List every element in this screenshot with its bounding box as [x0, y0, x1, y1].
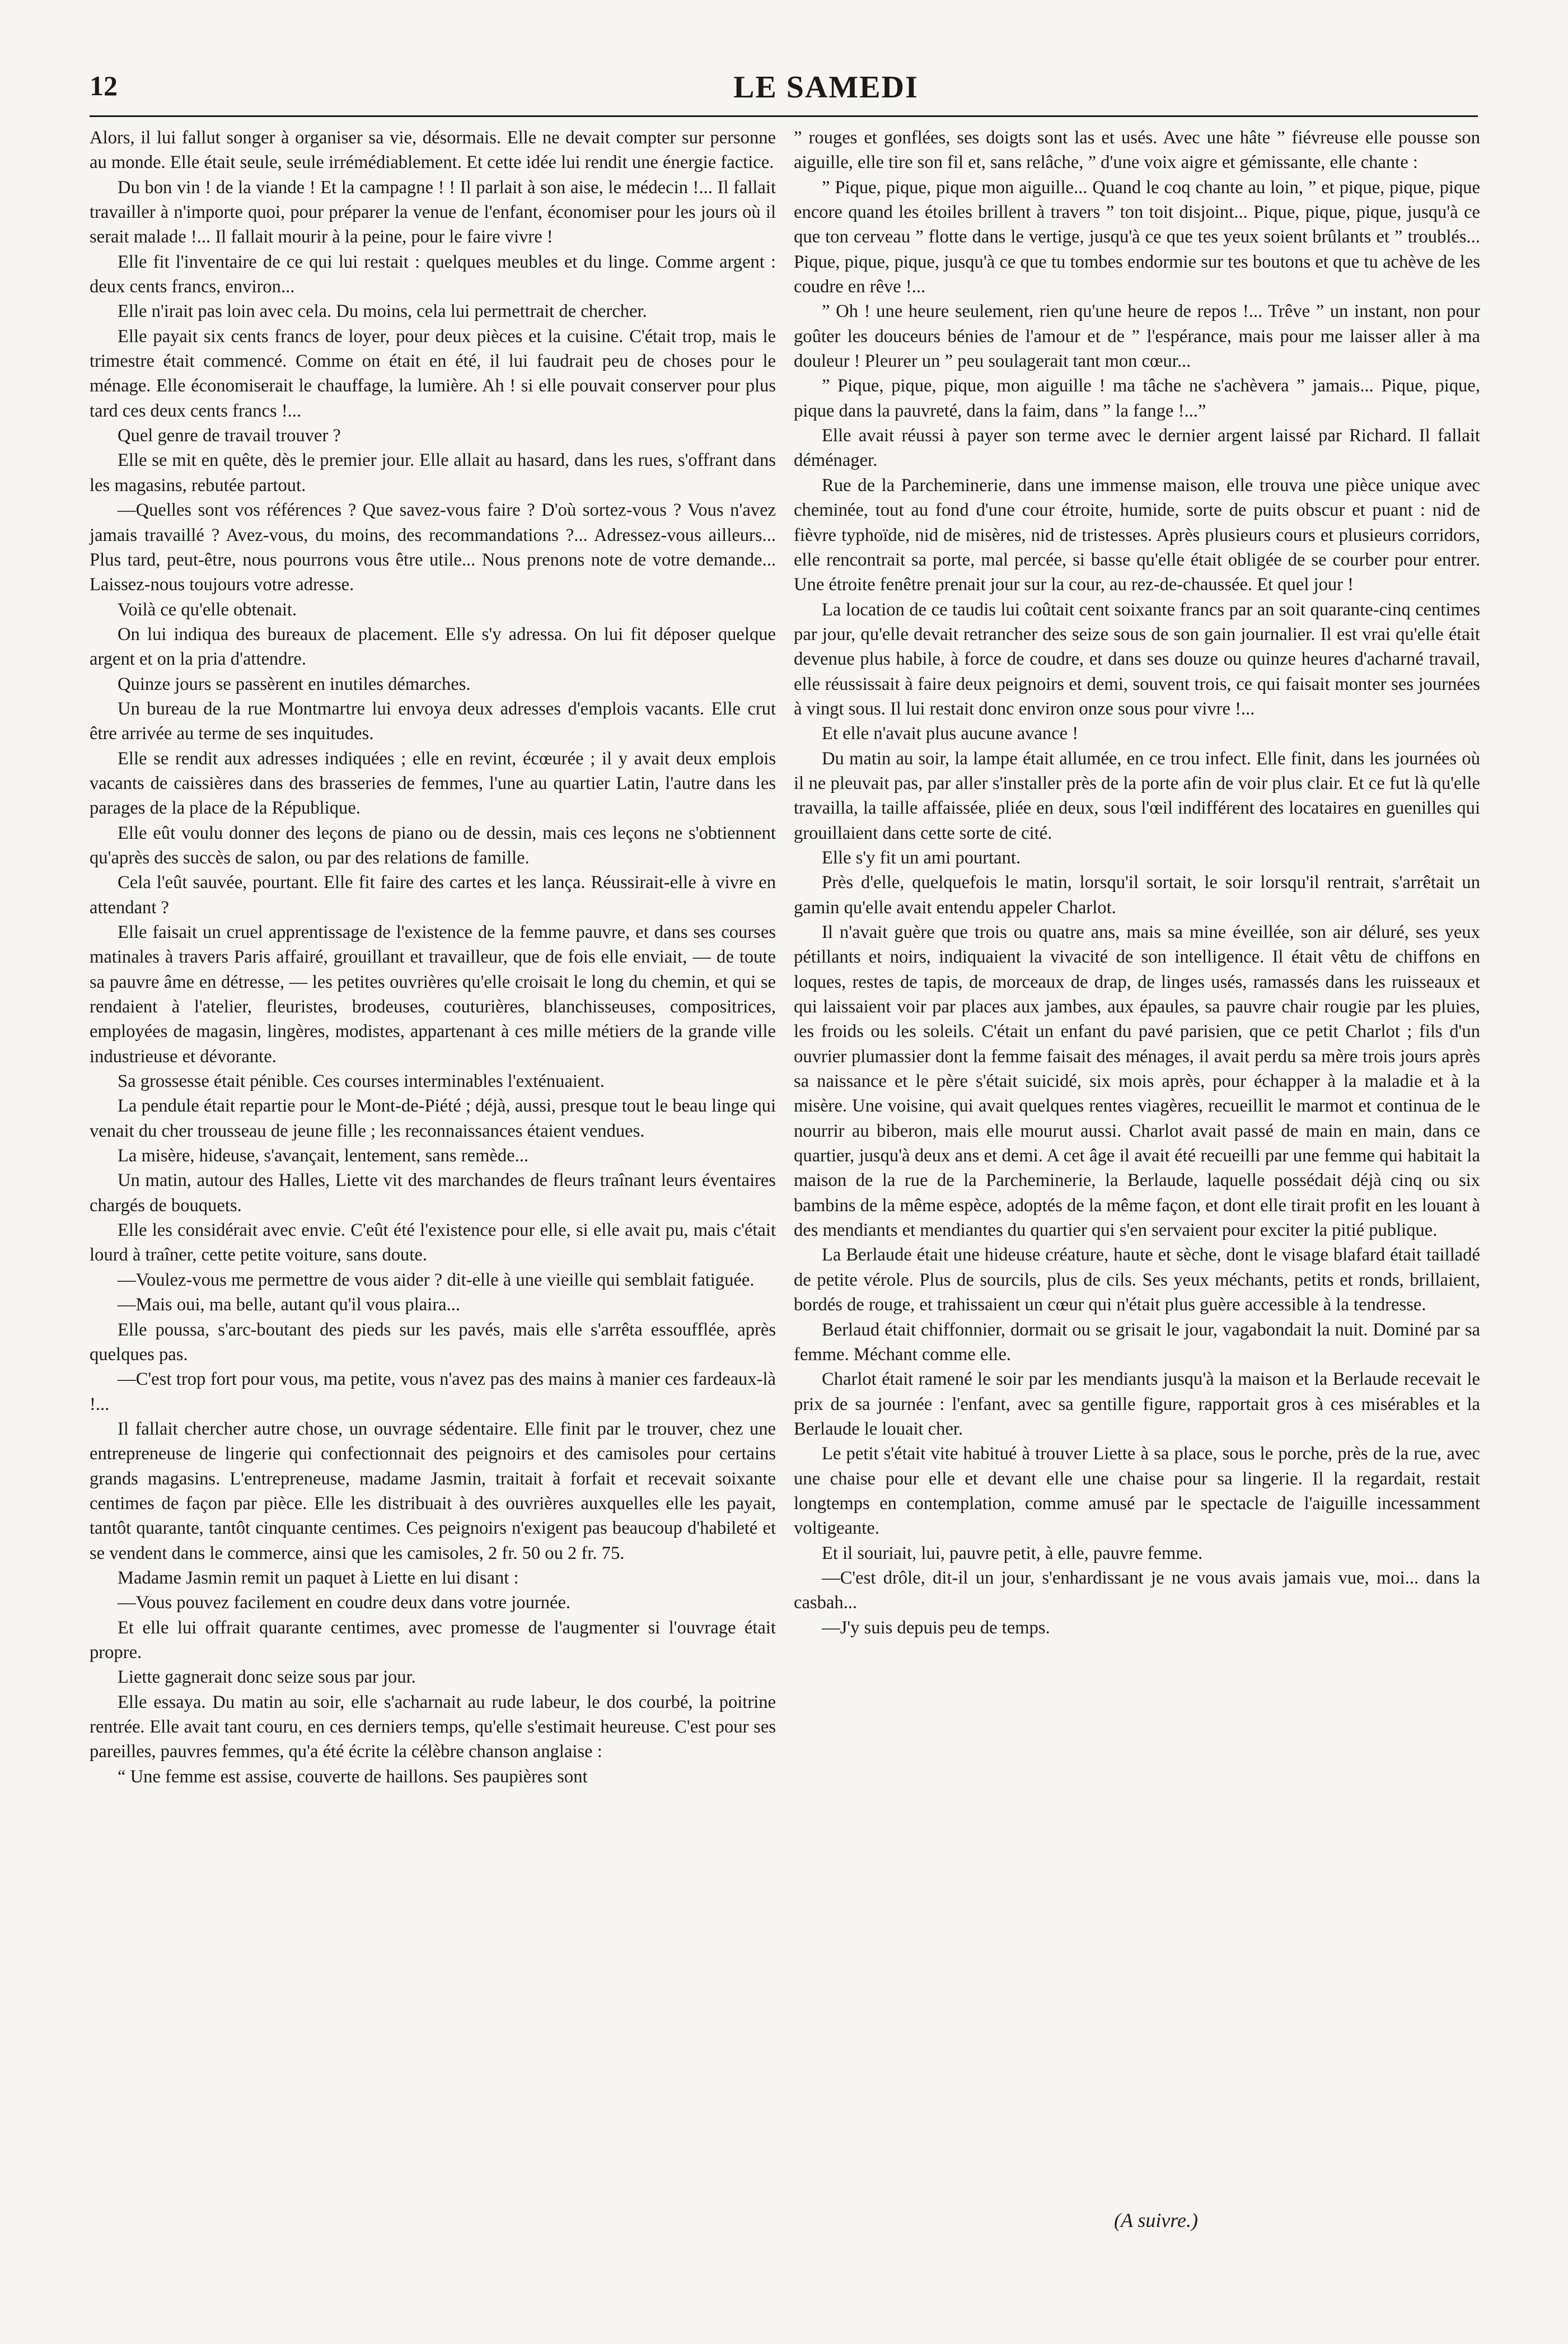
paragraph: —J'y suis depuis peu de temps. [822, 1617, 1050, 1638]
journal-title: LE SAMEDI [733, 70, 919, 105]
paragraph: Et elle n'avait plus aucune avance ! [822, 723, 1079, 744]
paragraph: Elle essaya. Du matin au soir, elle s'acharnait au rude labeur, le dos courbé, la poitrine rentrée. Elle avait tant couru, en ces derniers temps, qu'elle s'estimait heureuse. C'est pour ses pareilles, pauvres femmes, qu'a été écrite la célèbre chanson anglaise : [90, 1692, 776, 1762]
paragraph: Il n'avait guère que trois ou quatre ans, mais sa mine éveillée, son air déluré, ses yeux pétillants et noirs, indiquaient la vivacité de son intelligence. Il était vêtu de chiffons en loques, restes de tapis, de morceaux de drap, de linges usés, ramassés dans les ruisseaux et qui laissaient voir par places aux jambes, aux épaules, sa pauvre chair rougie par les pluies, les froids ou les soleils. C'était un enfant du pavé parisien, que ce petit Charlot ; fils d'un ouvrier plumassier dont la femme faisait des ménages, il avait perdu sa mère trois jours après sa naissance et le père s'était suicidé, six mois après, pour échapper à la maladie et à la misère. Une voisine, qui avait quelques rentes viagères, recueillit le marmot et continua de le nourrir au biberon, mais elle mourut aussi. Charlot avait passé de main en main, dans ce quartier, jusqu'à deux ans et demi. A cet âge il avait été recueilli par une femme qui habitait la maison de la rue de la Parcheminerie, la Berlaude, laquelle possédait déjà cinq ou six bambins de la même espèce, adoptés de la même façon, et dont elle tirait profit en les louant à des mendiants et mendiantes du quartier qui s'en servaient pour exciter la pitié publique. [794, 922, 1480, 1241]
paragraph: Elle n'irait pas loin avec cela. Du moins, cela lui permettrait de chercher. [118, 301, 647, 322]
song-quote: ” Pique, pique, pique mon aiguille... Quand le coq chante au loin, ” et pique, pique, pique encore quand les étoiles brillent à travers ” ton toit disjoint... Pique, pique, pique, jusqu'à ce que ton cerveau ” flotte dans le vertige, jusqu'à ce que tes yeux soient brûlants et ” troublés... Pique, pique, pique, jusqu'à ce que tu tombes endormie sur tes boutons et que tu achève de les coudre en rêve !... [794, 177, 1480, 297]
paragraph: Elle fit l'inventaire de ce qui lui restait : quelques meubles et du linge. Comme argent : deux cents francs, environ... [90, 251, 776, 297]
to-be-continued: (A suivre.) [1114, 2209, 1198, 2231]
song-quote: ” Pique, pique, pique, mon aiguille ! ma tâche ne s'achèvera ” jamais... Pique, pique, pique dans la pauvreté, dans la faim, dans ” la fange !...” [794, 376, 1480, 421]
page-number: 12 [90, 70, 118, 101]
paragraph: Près d'elle, quelquefois le matin, lorsqu'il sortait, le soir lorsqu'il rentrait, s'arrêtait un gamin qu'elle avait entendu appeler Charlot. [794, 872, 1480, 918]
song-quote: ” Oh ! une heure seulement, rien qu'une heure de repos !... Trêve ” un instant, non pour goûter les douceurs bénies de l'amour et de ” l'espérance, mais pour me laisser aller à ma douleur ! Pleurer un ” peu soulagerait tant mon cœur... [794, 301, 1480, 372]
paragraph: Elle payait six cents francs de loyer, pour deux pièces et la cuisine. C'était trop, mais le trimestre était commencé. Comme on était en été, il lui faudrait peu de choses pour le ménage. Elle économiserait le chauffage, la lumière. Ah ! si elle pouvait conserver pour plus tard ces deux cents francs !... [90, 326, 776, 421]
paragraph: La misère, hideuse, s'avançait, lentement, sans remède... [118, 1146, 529, 1166]
paragraph: —C'est trop fort pour vous, ma petite, vous n'avez pas des mains à manier ces fardeaux-là !... [90, 1369, 776, 1414]
paragraph: Madame Jasmin remit un paquet à Liette en lui disant : [118, 1567, 519, 1588]
paragraph: —Voulez-vous me permettre de vous aider ? dit-elle à une vieille qui semblait fatiguée. [118, 1269, 755, 1290]
paragraph: La pendule était repartie pour le Mont-de-Piété ; déjà, aussi, presque tout le beau linge qui venait du cher trousseau de jeune fille ; les reconnaissances étaient vendues. [90, 1096, 776, 1141]
paragraph: Il fallait chercher autre chose, un ouvrage sédentaire. Elle finit par le trouver, chez une entrepreneuse de lingerie qui confectionnait des peignoirs et des camisoles pour certains grands magasins. L'entrepreneuse, madame Jasmin, traitait à forfait et recevait soixante centimes de façon par pièce. Elle les distribuait à des ouvrières auxquelles elle les payait, tantôt quarante, tantôt cinquante centimes. Ces peignoirs n'exigent pas beaucoup d'habileté et se vendent dans le commerce, ainsi que les camisoles, 2 fr. 50 ou 2 fr. 75. [90, 1418, 776, 1563]
paragraph: Liette gagnerait donc seize sous par jour. [118, 1667, 416, 1688]
paragraph: Elle se rendit aux adresses indiquées ; elle en revint, écœurée ; il y avait deux emplois vacants de caissières dans des brasseries de femmes, l'une au quartier Latin, l'autre dans les parages de la place de la République. [90, 748, 776, 819]
paragraph: Elle eût voulu donner des leçons de piano ou de dessin, mais ces leçons ne s'obtiennent qu'après des succès de salon, ou par des relations de famille. [90, 823, 776, 868]
paragraph: —Quelles sont vos références ? Que savez-vous faire ? D'où sortez-vous ? Vous n'avez jamais travaillé ? Avez-vous, du moins, des recommandations ?... Adressez-vous ailleurs... Plus tard, peut-être, nous pourrons vous être utile... Nous prenons note de votre demande... Laissez-nous toujours votre adresse. [90, 500, 776, 595]
paragraph: Un bureau de la rue Montmartre lui envoya deux adresses d'emplois vacants. Elle crut être arrivée au terme de ses inquitudes. [90, 698, 776, 744]
paragraph: Elle se mit en quête, dès le premier jour. Elle allait au hasard, dans les rues, s'offrant dans les magasins, rebutée partout. [90, 450, 776, 496]
song-quote-start: “ Une femme est assise, couverte de haillons. Ses paupières sont [118, 1766, 588, 1787]
paragraph: La location de ce taudis lui coûtait cent soixante francs par an soit quarante-cinq centimes par jour, qu'elle devait retrancher des seize sous de son gain journalier. Il est vrai qu'elle était devenue plus habile, à force de coudre, et dans ses douze ou quinze heures d'acharné travail, elle réussissait à faire deux peignoirs et demi, souvent trois, ce qui faisait monter ses journées à vingt sous. Il lui restait donc environ onze sous pour vivre !... [794, 599, 1480, 719]
paragraph: Elle s'y fit un ami pourtant. [822, 847, 1021, 868]
paragraph: Rue de la Parcheminerie, dans une immense maison, elle trouva une pièce unique avec cheminée, tout au fond d'une cour étroite, humide, sorte de puits obscur et puant : nid de fièvre typhoïde, nid de misères, nid de tristesses. Après plusieurs cours et plusieurs corridors, elle rencontrait sa porte, mal percée, si basse qu'elle était obligée de se courber pour entrer. Une étroite fenêtre prenait jour sur la cour, au rez-de-chaussée. Et quel jour ! [794, 475, 1480, 595]
paragraph: Un matin, autour des Halles, Liette vit des marchandes de fleurs traînant leurs éventaires chargés de bouquets. [90, 1170, 776, 1216]
paragraph: Elle faisait un cruel apprentissage de l'existence de la femme pauvre, et dans ses courses matinales à travers Paris affairé, grouillant et travailleur, que de fois elle enviait, — de toute sa pauvre âme en détresse, — les petites ouvrières qu'elle croisait le long du chemin, et qui se rendaient à l'atelier, fleuristes, brodeuses, couturières, blanchisseuses, compositrices, employées de magasin, lingères, modistes, appartenant à ces mille métiers de la grande ville industrieuse et dévorante. [90, 922, 776, 1067]
paragraph: Berlaud était chiffonnier, dormait ou se grisait le jour, vagabondait la nuit. Dominé par sa femme. Méchant comme elle. [794, 1319, 1480, 1365]
song-quote: ” rouges et gonflées, ses doigts sont las et usés. Avec une hâte ” fiévreuse elle pousse son aiguille, elle tire son fil et, sans relâche, ” d'une voix aigre et gémissante, elle chante : [794, 128, 1480, 173]
paragraph: Du matin au soir, la lampe était allumée, en ce trou infect. Elle finit, dans les journées où il ne pleuvait pas, par aller s'installer près de la porte afin de voir plus clair. Et ce fut là qu'elle travailla, la taille affaissée, pliée en deux, sous l'œil indifférent des locataires en guenilles qui grouillaient dans cette sorte de cité. [794, 748, 1480, 843]
paragraph: Elle les considérait avec envie. C'eût été l'existence pour elle, si elle avait pu, mais c'était lourd à traîner, cette petite voiture, sans doute. [90, 1220, 776, 1266]
left-column [90, 125, 776, 1789]
paragraph: Elle avait réussi à payer son terme avec le dernier argent laissé par Richard. Il fallait déménager. [794, 426, 1480, 471]
paragraph: Du bon vin ! de la viande ! Et la campagne ! ! Il parlait à son aise, le médecin !... Il fallait travailler à n'importe quoi, pour préparer la venue de l'enfant, économiser pour les jours où il serait malade !... Il fallait mourir à la peine, pour le faire vivre ! [90, 177, 776, 248]
paragraph: Voilà ce qu'elle obtenait. [118, 599, 297, 620]
paragraph: Elle poussa, s'arc-boutant des pieds sur les pavés, mais elle s'arrêta essoufflée, après quelques pas. [90, 1319, 776, 1365]
header-divider [90, 115, 1478, 117]
paragraph: Charlot était ramené le soir par les mendiants jusqu'à la maison et la Berlaude recevait le prix de sa journée : l'enfant, avec sa gentille figure, rapportait gros à ces misérables et la Berlaude le louait cher. [794, 1369, 1480, 1439]
right-column [794, 125, 1480, 1640]
paragraph: Sa grossesse était pénible. Ces courses interminables l'exténuaient. [118, 1071, 605, 1092]
paragraph: Quel genre de travail trouver ? [118, 426, 341, 446]
paragraph: —Vous pouvez facilement en coudre deux dans votre journée. [118, 1593, 571, 1613]
paragraph: Quinze jours se passèrent en inutiles démarches. [118, 674, 471, 694]
paragraph: Le petit s'était vite habitué à trouver Liette à sa place, sous le porche, près de la rue, avec une chaise pour elle et devant elle une chaise pour sa lingerie. Il la regardait, restait longtemps en contemplation, comme amusé par le spectacle de l'aiguille incessamment voltigeante. [794, 1444, 1480, 1539]
paragraph: La Berlaude était une hideuse créature, haute et sèche, dont le visage blafard était tailladé de petite vérole. Plus de sourcils, plus de cils. Ses yeux méchants, petits et ronds, brillaient, bordés de rouge, et trahissaient un cœur qui n'était plus guère accessible à la tendresse. [794, 1245, 1480, 1315]
paragraph: Alors, il lui fallut songer à organiser sa vie, désormais. Elle ne devait compter sur personne au monde. Elle était seule, seule irrémédiablement. Et cette idée lui rendit une énergie factice. [90, 128, 776, 173]
paragraph: Et elle lui offrait quarante centimes, avec promesse de l'augmenter si l'ouvrage était propre. [90, 1617, 776, 1663]
paragraph: Cela l'eût sauvée, pourtant. Elle fit faire des cartes et les lança. Réussirait-elle à vivre en attendant ? [90, 872, 776, 918]
paragraph: On lui indiqua des bureaux de placement. Elle s'y adressa. On lui fit déposer quelque argent et on la pria d'attendre. [90, 624, 776, 670]
paragraph: —C'est drôle, dit-il un jour, s'enhardissant je ne vous avais jamais vue, moi... dans la casbah... [794, 1567, 1480, 1613]
paragraph: —Mais oui, ma belle, autant qu'il vous plaira... [118, 1295, 461, 1315]
paragraph: Et il souriait, lui, pauvre petit, à elle, pauvre femme. [822, 1543, 1203, 1563]
